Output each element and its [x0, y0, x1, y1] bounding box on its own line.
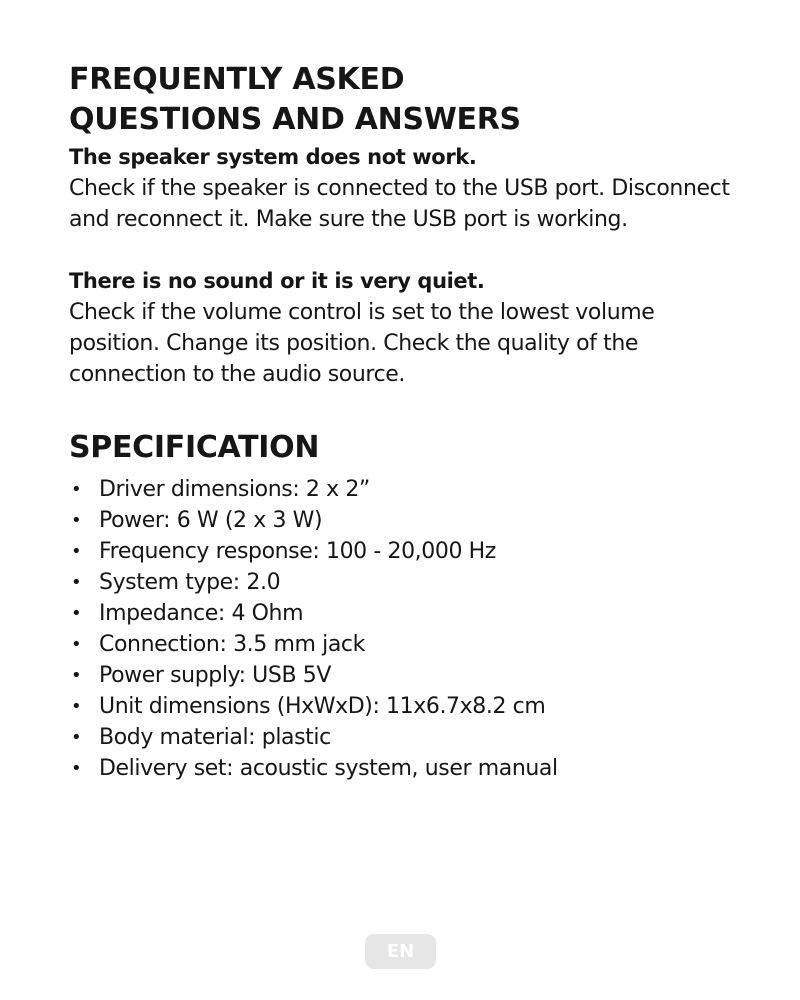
bullet-icon: •: [71, 696, 82, 717]
specification-list: [69, 474, 749, 784]
spec-item: [69, 660, 749, 691]
bullet-icon: •: [71, 510, 82, 531]
bullet-icon: •: [71, 572, 82, 593]
spec-item: [69, 474, 749, 505]
bullet-icon: •: [71, 479, 82, 500]
faq-heading-line2: QUESTIONS AND ANSWERS: [69, 102, 521, 137]
spec-text: Frequency response: 100 - 20,000 Hz: [99, 539, 496, 564]
language-badge: EN: [365, 934, 436, 969]
faq-heading: [69, 60, 749, 140]
faq-answer: Check if the speaker is connected to the USB port. Disconnect and reconnect it. Make sure the USB port is working.: [69, 176, 730, 232]
faq-answer: Check if the volume control is set to the lowest volume position. Change its position. Check the quality of the connection to the audio source.: [69, 300, 655, 387]
spec-item: [69, 722, 749, 753]
faq-question: The speaker system does not work.: [69, 145, 477, 169]
specification-heading: SPECIFICATION: [69, 430, 320, 465]
bullet-icon: •: [71, 665, 82, 686]
faq-heading-line1: FREQUENTLY ASKED: [69, 62, 405, 97]
spec-item: [69, 598, 749, 629]
bullet-icon: •: [71, 541, 82, 562]
spec-text: Driver dimensions: 2 x 2”: [99, 477, 370, 502]
spec-item: [69, 629, 749, 660]
bullet-icon: •: [71, 634, 82, 655]
spec-item: [69, 505, 749, 536]
spec-item: [69, 753, 749, 784]
spec-text: System type: 2.0: [99, 570, 281, 595]
spec-item: [69, 567, 749, 598]
spec-text: Power supply: USB 5V: [99, 663, 331, 688]
spec-text: Body material: plastic: [99, 725, 331, 750]
faq-item: [69, 142, 749, 235]
spec-text: Power: 6 W (2 x 3 W): [99, 508, 323, 533]
faq-item: [69, 266, 749, 390]
spec-item: [69, 536, 749, 567]
spec-text: Connection: 3.5 mm jack: [99, 632, 365, 657]
faq-question: There is no sound or it is very quiet.: [69, 269, 485, 293]
manual-page: [69, 60, 749, 784]
spec-text: Unit dimensions (HxWxD): 11x6.7x8.2 cm: [99, 694, 546, 719]
spec-item: [69, 691, 749, 722]
bullet-icon: •: [71, 727, 82, 748]
spec-text: Impedance: 4 Ohm: [99, 601, 304, 626]
spec-text: Delivery set: acoustic system, user manual: [99, 756, 558, 781]
bullet-icon: •: [71, 603, 82, 624]
bullet-icon: •: [71, 758, 82, 779]
